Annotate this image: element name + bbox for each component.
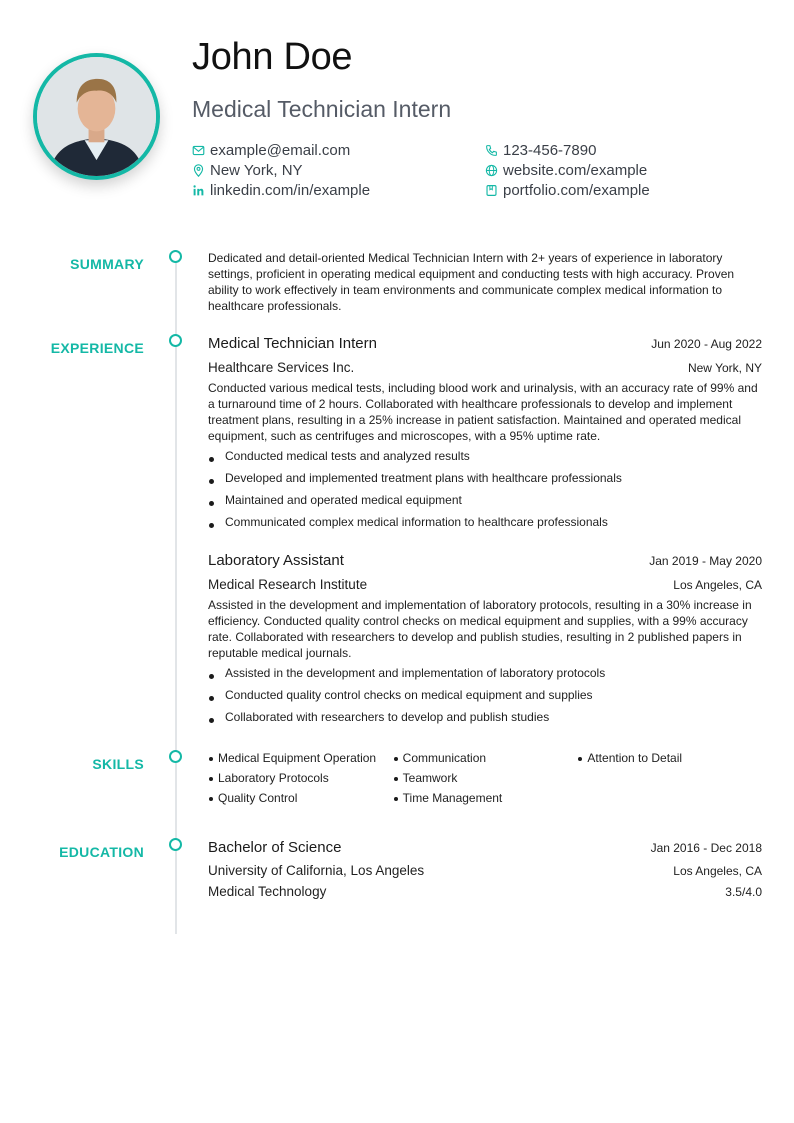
- job-description: Conducted various medical tests, including blood work and urinalysis, with an accuracy rate of 99% and a turnaround time of 2 hours. Collaborated with healthcare professionals to develop and implement treatment plans, resulting in a 25% increase in patient satisfaction. Maintained and operated medical equipment, such as centrifuges and microscopes, with a 95% uptime rate.: [208, 381, 758, 443]
- skill-item: Time Management: [393, 790, 578, 806]
- education-location: Los Angeles, CA: [673, 864, 762, 878]
- skill-item: Communication: [393, 750, 578, 766]
- contact-linkedin[interactable]: [192, 182, 370, 199]
- candidate-title: Medical Technician Intern: [192, 96, 452, 122]
- portfolio-icon: [485, 184, 498, 197]
- contact-phone-text: 123-456-7890: [503, 142, 597, 159]
- job-location: New York, NY: [687, 361, 762, 375]
- education-gpa: 3.5/4.0: [725, 885, 762, 899]
- section-title-skills: SKILLS: [92, 756, 144, 772]
- skill-item: Quality Control: [208, 790, 393, 806]
- job-role: Laboratory Assistant: [208, 552, 344, 569]
- skills-column: [393, 750, 578, 810]
- education-school: University of California, Los Angeles: [208, 863, 425, 878]
- location-pin-icon: [192, 164, 205, 177]
- job-description: Assisted in the development and implementation of laboratory protocols, resulting in a 30% increase in efficiency. Conducted quality control checks on medical equipment and supplies, with a 99% accuracy rate. Collaborated with researchers to develop and publish studies, resulting in 2 published papers in reputable medical journals.: [208, 598, 752, 660]
- contact-phone[interactable]: [485, 142, 596, 159]
- contact-email-text: example@email.com: [210, 142, 351, 159]
- contact-portfolio[interactable]: [485, 182, 650, 199]
- job-company: Healthcare Services Inc.: [208, 360, 355, 375]
- job-role: Medical Technician Intern: [208, 335, 377, 352]
- contact-portfolio-text: portfolio.com/example: [503, 182, 650, 199]
- timeline-dot-skills: [169, 750, 182, 763]
- section-title-experience: EXPERIENCE: [50, 340, 144, 356]
- contact-website-text: website.com/example: [503, 162, 648, 179]
- job-dates: Jun 2020 - Aug 2022: [651, 337, 762, 351]
- list-item: Assisted in the development and implementation of laboratory protocols: [208, 665, 762, 687]
- section-title-education: EDUCATION: [59, 844, 144, 860]
- contact-location: [192, 162, 303, 179]
- list-item: Maintained and operated medical equipment: [208, 492, 762, 514]
- profile-photo: [37, 57, 156, 176]
- timeline-dot-education: [169, 838, 182, 851]
- job-bullet-list: [208, 665, 762, 731]
- skill-item: Medical Equipment Operation: [208, 750, 393, 766]
- contact-linkedin-text: linkedin.com/in/example: [210, 182, 371, 199]
- summary-text: Dedicated and detail-oriented Medical Technician Intern with 2+ years of experience in laboratory settings, proficient in operating medical equipment and conducting tests with high accuracy. Proven ability to work effectively in team environments and communicate complex medical information to healthcare professionals.: [208, 251, 735, 313]
- list-item: Developed and implemented treatment plans with healthcare professionals: [208, 470, 762, 492]
- mail-icon: [192, 144, 205, 157]
- education-degree: Bachelor of Science: [208, 839, 342, 856]
- education-dates: Jan 2016 - Dec 2018: [650, 841, 762, 855]
- candidate-name: John Doe: [192, 36, 353, 78]
- section-title-summary: SUMMARY: [70, 256, 144, 272]
- job-dates: Jan 2019 - May 2020: [649, 554, 762, 568]
- list-item: Conducted quality control checks on medical equipment and supplies: [208, 687, 762, 709]
- contact-email[interactable]: [192, 142, 350, 159]
- skills-section: [208, 750, 762, 810]
- skills-column: [208, 750, 393, 810]
- skills-column: [577, 750, 762, 810]
- timeline-line: [175, 256, 177, 934]
- skill-item: Laboratory Protocols: [208, 770, 393, 786]
- globe-icon: [485, 164, 498, 177]
- skill-item: Teamwork: [393, 770, 578, 786]
- summary-section: [208, 250, 762, 314]
- experience-item: [208, 552, 762, 731]
- education-field: Medical Technology: [208, 884, 327, 899]
- list-item: Communicated complex medical information to healthcare professionals: [208, 514, 762, 536]
- timeline-dot-summary: [169, 250, 182, 263]
- job-location: Los Angeles, CA: [673, 578, 762, 592]
- list-item: Collaborated with researchers to develop and publish studies: [208, 709, 762, 731]
- education-section: [208, 839, 762, 899]
- job-bullet-list: [208, 448, 762, 536]
- linkedin-icon: [192, 184, 205, 197]
- list-item: Conducted medical tests and analyzed results: [208, 448, 762, 470]
- avatar: [33, 53, 160, 180]
- job-company: Medical Research Institute: [208, 577, 368, 592]
- contact-website[interactable]: [485, 162, 647, 179]
- experience-item: [208, 335, 762, 536]
- phone-icon: [485, 144, 498, 157]
- contact-location-text: New York, NY: [210, 162, 303, 179]
- timeline-dot-experience: [169, 334, 182, 347]
- skill-item: Attention to Detail: [577, 750, 762, 766]
